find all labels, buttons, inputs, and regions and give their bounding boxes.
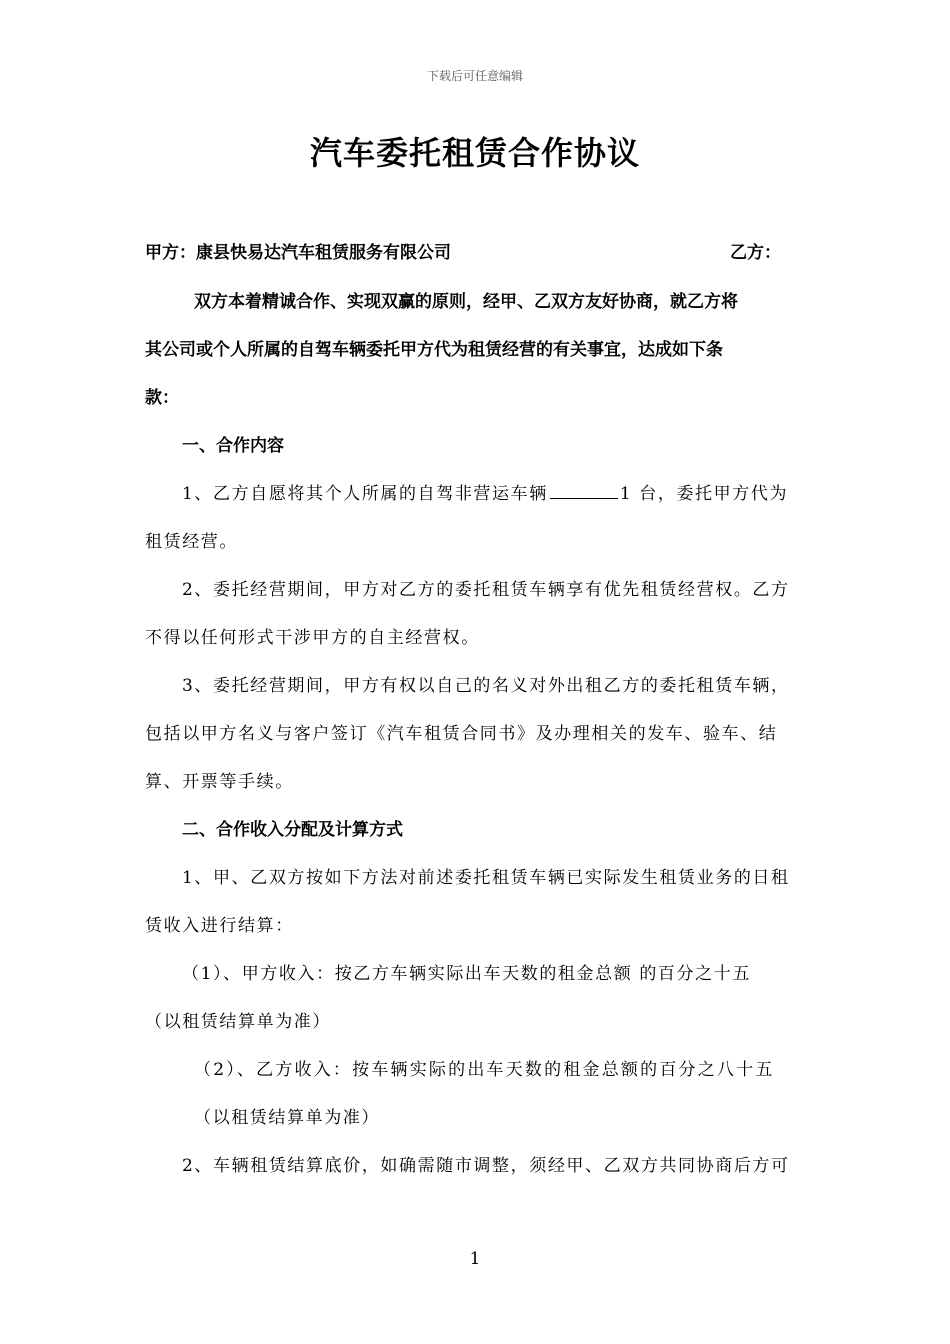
section-1-item-2-line-1: 2、委托经营期间，甲方对乙方的委托租赁车辆享有优先租赁经营权。乙方 — [182, 580, 790, 600]
preamble-line-1: 双方本着精诚合作、实现双赢的原则，经甲、乙双方友好协商，就乙方将 — [194, 292, 738, 312]
section-2-item-1-line-1: 1、甲、乙双方按如下方法对前述委托租赁车辆已实际发生租赁业务的日租 — [182, 868, 790, 888]
section-2-item-1-line-2: 赁收入进行结算： — [145, 916, 294, 936]
page-header-note: 下载后可任意编辑 — [426, 69, 523, 83]
page-number: 1 — [469, 1249, 481, 1269]
section-1-heading: 一、合作内容 — [182, 436, 284, 456]
section-1-item-2-line-2: 不得以任何形式干涉甲方的自主经营权。 — [145, 628, 480, 648]
section-2-sub-1-line-1: （1）、甲方收入：按乙方车辆实际出车天数的租金总额 的百分之十五 — [182, 964, 751, 984]
vehicle-blank-line — [550, 482, 618, 499]
item-1-text-before: 1、乙方自愿将其个人所属的自驾非营运车辆 — [182, 484, 548, 504]
item-1-text-after: 1 台，委托甲方代为 — [619, 484, 789, 504]
party-a: 甲方：康县快易达汽车租赁服务有限公司 — [145, 243, 451, 263]
section-2-sub-1-line-2: （以租赁结算单为准） — [145, 1012, 331, 1032]
section-2-sub-2-line-2: （以租赁结算单为准） — [194, 1108, 380, 1128]
parties-line — [145, 241, 815, 265]
section-1-item-1-cont: 租赁经营。 — [145, 532, 238, 552]
preamble-line-3: 款： — [145, 388, 179, 408]
document-title: 汽车委托租赁合作协议 — [309, 134, 640, 172]
section-2-item-2: 2、车辆租赁结算底价，如确需随市调整，须经甲、乙双方共同协商后方可 — [182, 1156, 790, 1176]
section-1-item-1 — [182, 482, 852, 506]
section-2-heading: 二、合作收入分配及计算方式 — [182, 820, 403, 840]
party-b: 乙方： — [730, 243, 781, 263]
section-1-item-3-line-3: 算、开票等手续。 — [145, 772, 294, 792]
preamble-line-2: 其公司或个人所属的自驾车辆委托甲方代为租赁经营的有关事宜，达成如下条 — [145, 340, 723, 360]
section-1-item-3-line-2: 包括以甲方名义与客户签订《汽车租赁合同书》及办理相关的发车、验车、结 — [145, 724, 778, 744]
section-2-sub-2-line-1: （2）、乙方收入：按车辆实际的出车天数的租金总额的百分之八十五 — [194, 1060, 775, 1080]
section-1-item-3-line-1: 3、委托经营期间，甲方有权以自己的名义对外出租乙方的委托租赁车辆， — [182, 676, 790, 696]
